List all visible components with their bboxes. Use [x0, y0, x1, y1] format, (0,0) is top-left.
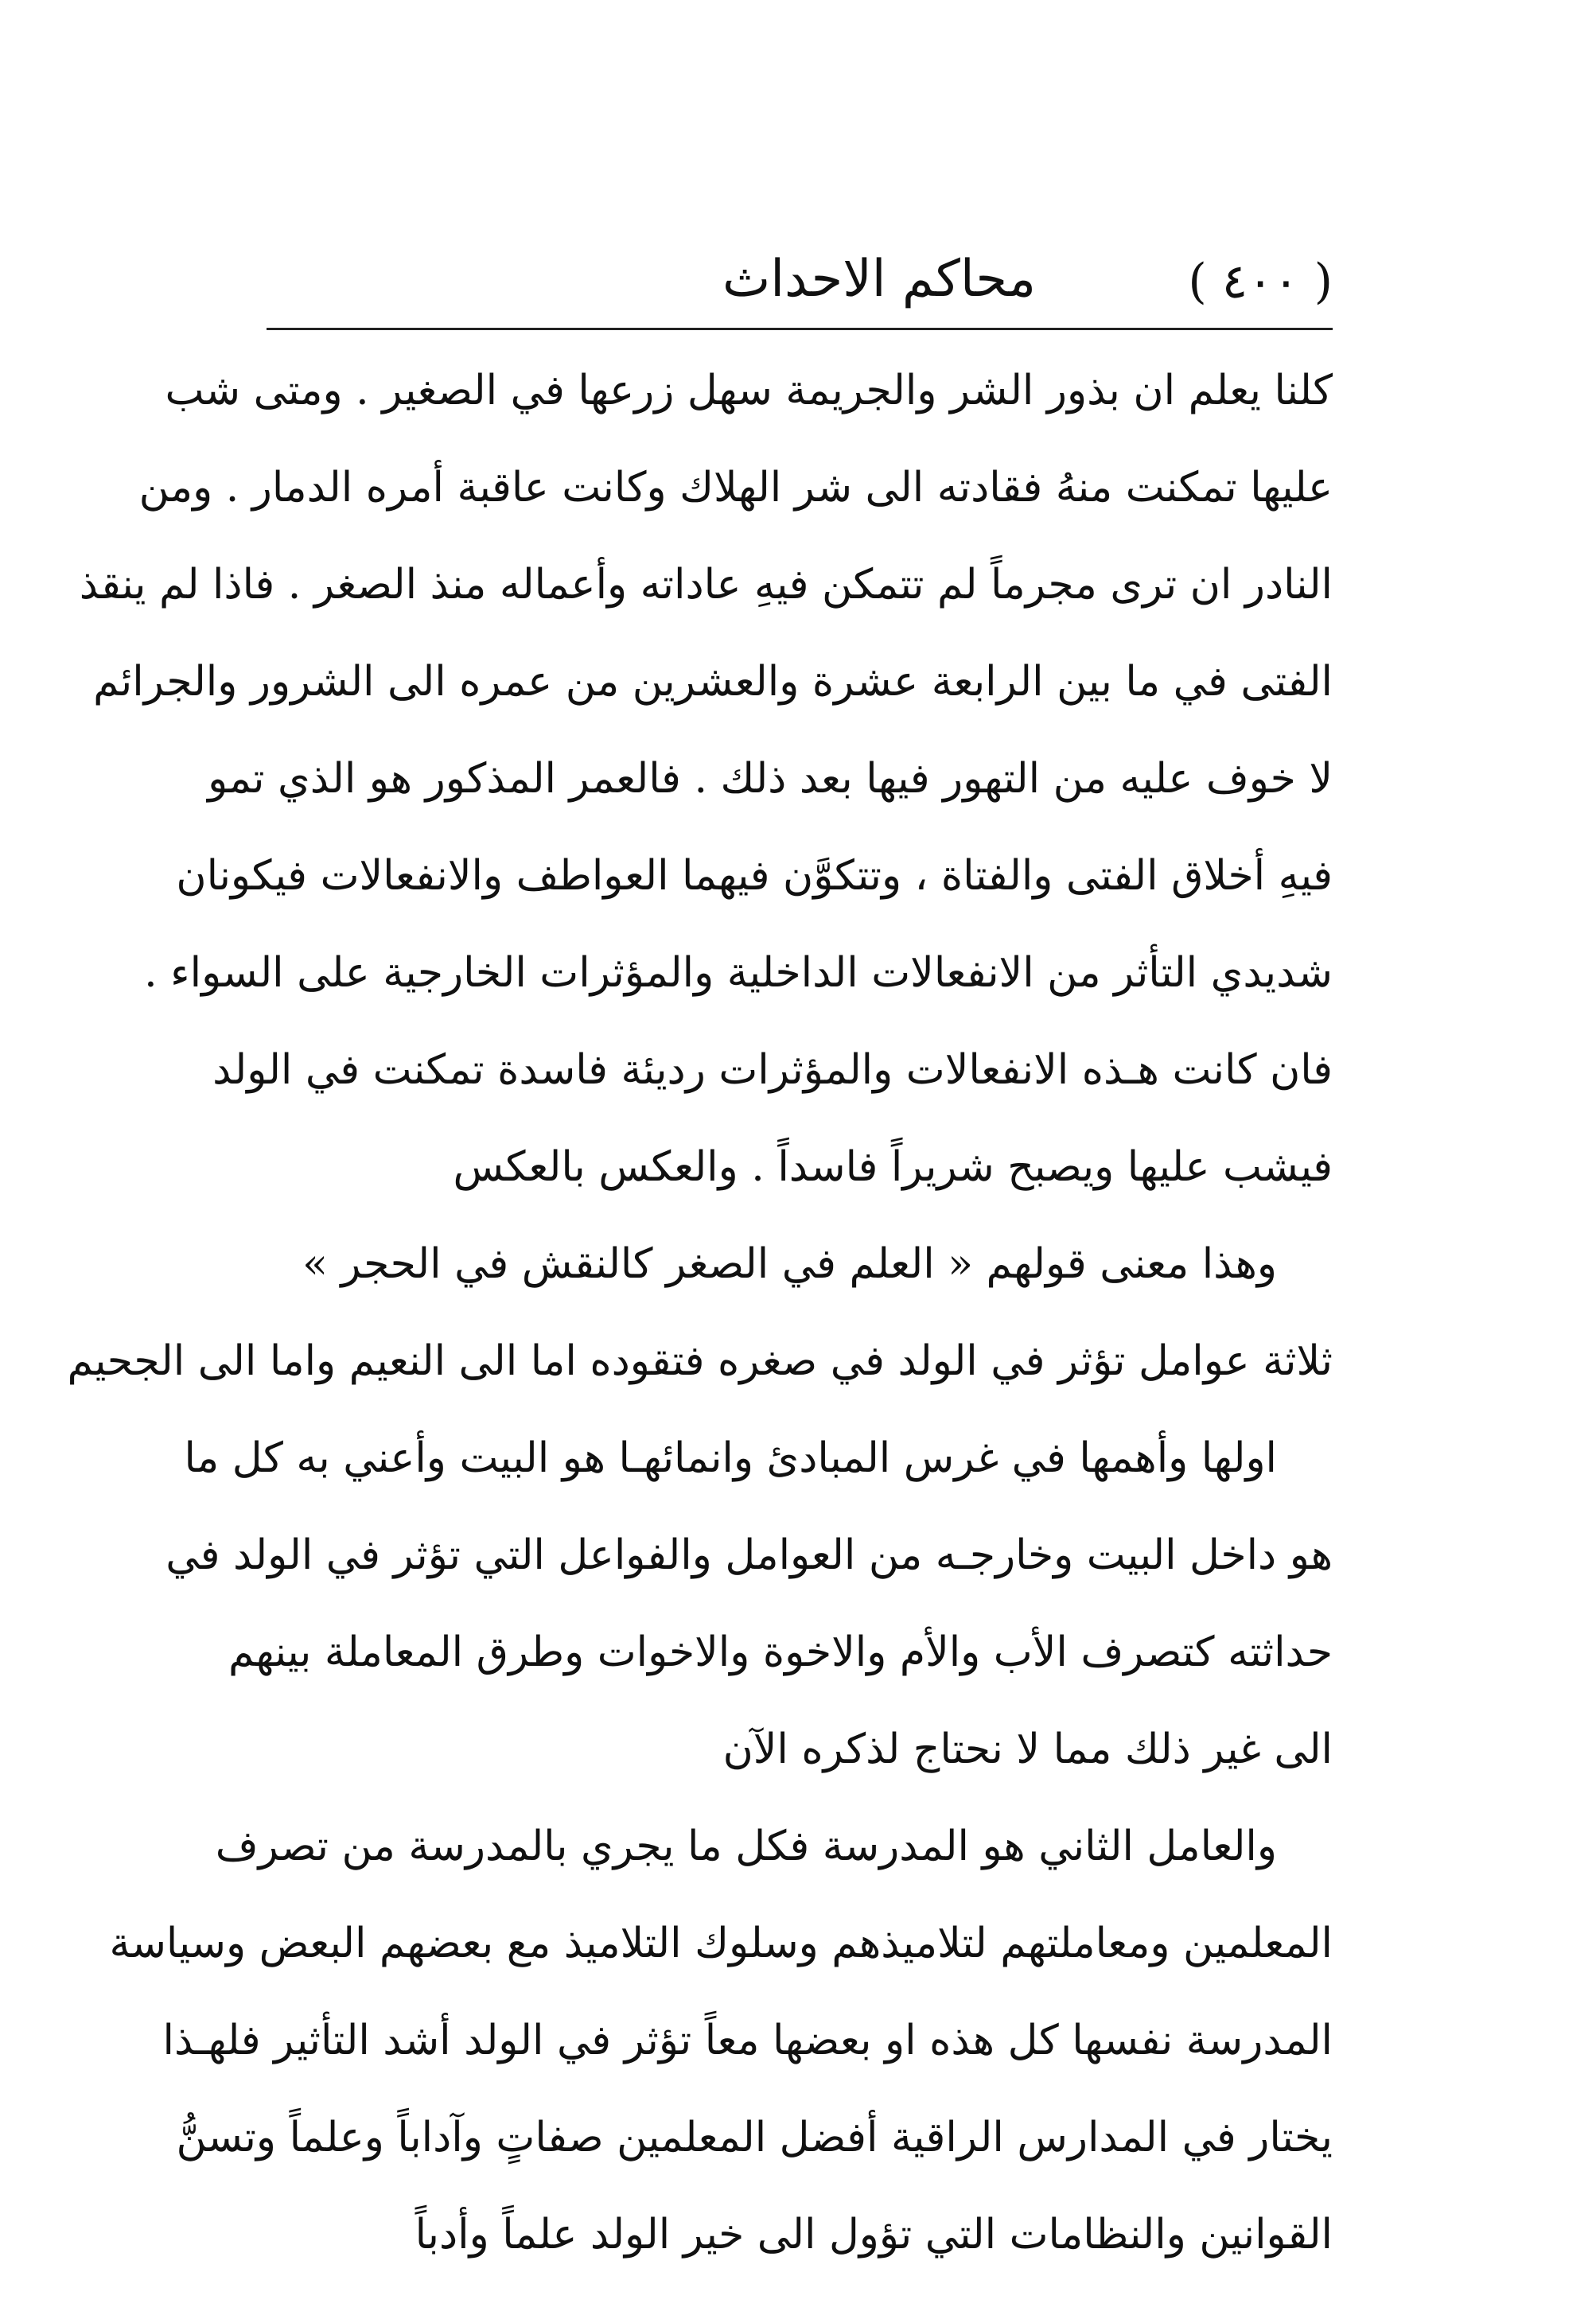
text-line: النادر ان ترى مجرماً لم تتمكن فيهِ عاداته وأعماله منذ الصغر . فاذا لم ينقذ [79, 561, 1333, 609]
text-line: والعامل الثاني هو المدرسة فكل ما يجري بالمدرسة من تصرف [215, 1823, 1277, 1870]
page-number: ( ٤٠٠ ) [1188, 254, 1333, 309]
body-text [67, 342, 1333, 2283]
paragraph-4 [165, 1410, 1333, 1798]
header-rule [267, 328, 1333, 330]
text-line: هو داخل البيت وخارجـه من العوامل والفواعل التي تؤثر في الولد في [165, 1531, 1333, 1579]
text-line: فان كانت هـذه الانفعالات والمؤثرات رديئة فاسدة تمكنت في الولد [212, 1046, 1333, 1094]
text-line: اولها وأهمها في غرس المبادئ وانمائهـا هو البيت وأعني به كل ما [184, 1434, 1277, 1482]
paragraph-1 [79, 342, 1333, 1216]
text-line: المعلمين ومعاملتهم لتلاميذهم وسلوك التلاميذ مع بعضهم البعض وسياسة [109, 1920, 1333, 1967]
text-line: لا خوف عليه من التهور فيها بعد ذلك . فالعمر المذكور هو الذي تمو [208, 755, 1333, 803]
text-line: فيشب عليها ويصبح شريراً فاسداً . والعكس بالعكس [453, 1143, 1333, 1191]
text-line: حداثته كتصرف الأب والأم والاخوة والاخوات وطرق المعاملة بينهم [228, 1628, 1333, 1676]
paragraph-2 [267, 1216, 1333, 1313]
text-line: شديدي التأثر من الانفعالات الداخلية والمؤثرات الخارجية على السواء . [144, 949, 1333, 997]
text-line: المدرسة نفسها كل هذه او بعضها معاً تؤثر في الولد أشد التأثير فلهـذا [162, 2017, 1333, 2064]
page-header [267, 239, 1333, 326]
text-line: يختار في المدارس الراقية أفضل المعلمين صفاتٍ وآداباً وعلماً وتسنُّ [176, 2114, 1333, 2161]
paragraph-5 [109, 1798, 1333, 2283]
text-line: الى غير ذلك مما لا نحتاج لذكره الآن [722, 1726, 1333, 1773]
paragraph-3 [67, 1313, 1333, 1410]
text-line: القوانين والنظامات التي تؤول الى خير الولد علماً وأدباً [415, 2211, 1333, 2259]
text-line: ثلاثة عوامل تؤثر في الولد في صغره فتقوده اما الى النعيم واما الى الجحيم [67, 1337, 1333, 1385]
text-line: الفتى في ما بين الرابعة عشرة والعشرين من عمره الى الشرور والجرائم [93, 658, 1333, 706]
text-line: كلنا يعلم ان بذور الشر والجريمة سهل زرعها في الصغير . ومتى شب [165, 367, 1333, 414]
text-line: فيهِ أخلاق الفتى والفتاة ، وتتكوَّن فيهما العواطف والانفعالات فيكونان [176, 852, 1333, 900]
text-line: وهذا معنى قولهم « العلم في الصغر كالنقش في الحجر » [302, 1240, 1277, 1288]
running-title: محاكم الاحداث [722, 250, 1036, 309]
text-line: عليها تمكنت منهُ فقادته الى شر الهلاك وكانت عاقبة أمره الدمار . ومن [138, 464, 1333, 512]
